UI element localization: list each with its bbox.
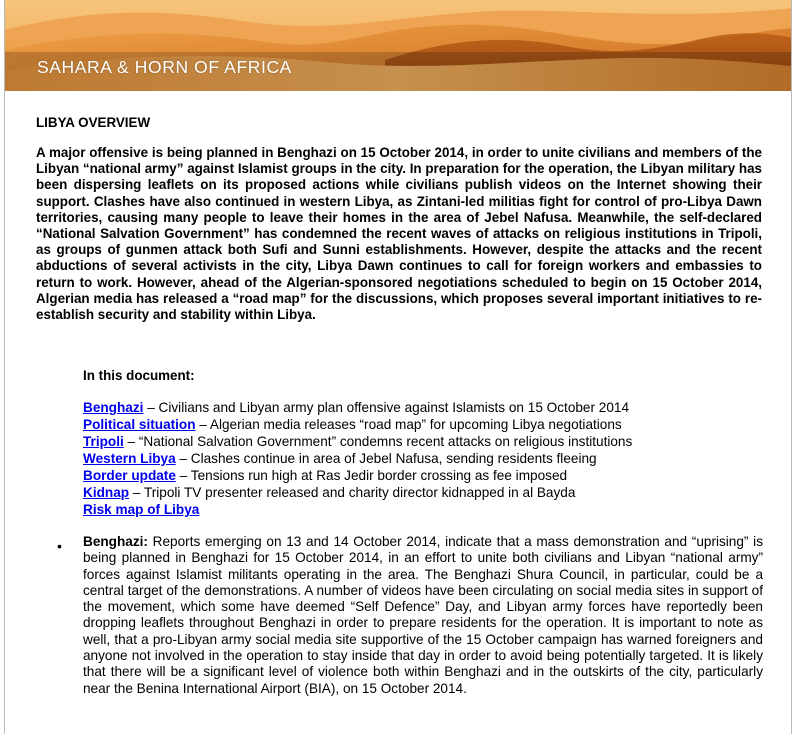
toc-link-kidnap[interactable]: Kidnap (83, 485, 130, 500)
toc-item (83, 484, 763, 501)
toc-description: – Tripoli TV presenter released and charity director kidnapped in al Bayda (129, 485, 576, 500)
summary-paragraph: A major offensive is being planned in Benghazi on 15 October 2014, in order to unite civilians and members of the Libyan “national army” against Islamist groups in the city. In preparation for the operation, the Libyan military has been dispersing leaflets on its proposed actions while civilians publish videos on the Internet showing their support. Clashes have also continued in western Libya, as Zintani-led militias fight for control of pro-Libya Dawn territories, causing many people to leave their homes in the area of Jebel Nafusa. Meanwhile, the self-declared “National Salvation Government” has condemned the recent waves of attacks on religious institutions in Tripoli, as groups of gunmen attack both Sufi and Sunni establishments. However, despite the attacks and the recent abductions of several activists in the city, Libya Dawn continues to call for foreign workers and embassies to return to work. However, ahead of the Algerian-sponsored negotiations scheduled to begin on 15 October 2014, Algerian media has released a “road map” for the discussions, which proposes several important initiatives to re-establish security and stability within Libya. (36, 145, 762, 323)
toc-link-western-libya[interactable]: Western Libya (83, 451, 176, 466)
toc-item (83, 501, 763, 518)
toc-heading: In this document: (83, 368, 195, 383)
toc-link-tripoli[interactable]: Tripoli (83, 434, 124, 449)
toc-item (83, 433, 763, 450)
benghazi-section-paragraph (83, 534, 763, 697)
banner-title: SAHARA & HORN OF AFRICA (37, 57, 292, 77)
toc-item (83, 399, 763, 416)
page-title: LIBYA OVERVIEW (36, 115, 151, 130)
section-body: Reports emerging on 13 and 14 October 2014, indicate that a mass demonstration and “uprising” is being planned in Benghazi for 15 October 2014, in an effort to unite both civilians and Libyan “national army” forces against Islamist militants operating in the area. The Benghazi Shura Council, in particular, could be a central target of the demonstrations. A number of videos have been circulating on social media sites in support of the movement, which some have deemed “Self Defence” Day, and Libyan army forces have reportedly been dropping leaflets throughout Benghazi in order to prepare residents for the operation. It is important to note as well, that a pro-Libyan army social media site supportive of the 15 October campaign has warned foreigners and anyone not involved in the operation to stay inside that day in order to avoid being potentially targeted. It is likely that there will be a significant level of violence both within Benghazi and in the outskirts of the city, particularly near the Benina International Airport (BIA), on 15 October 2014. (83, 534, 763, 696)
toc-description: – “National Salvation Government” condemns recent attacks on religious institutions (123, 434, 633, 449)
table-of-contents (83, 399, 763, 518)
toc-link-border-update[interactable]: Border update (83, 468, 176, 483)
toc-description: – Clashes continue in area of Jebel Nafusa, sending residents fleeing (175, 451, 597, 466)
toc-link-risk-map[interactable]: Risk map of Libya (83, 502, 200, 517)
toc-description: – Tensions run high at Ras Jedir border crossing as fee imposed (175, 468, 568, 483)
toc-link-political-situation[interactable]: Political situation (83, 417, 196, 432)
document-page (4, 0, 792, 734)
bullet-point: • (57, 538, 62, 554)
toc-description: – Civilians and Libyan army plan offensive against Islamists on 15 October 2014 (143, 400, 630, 415)
toc-item (83, 467, 763, 484)
toc-item (83, 450, 763, 467)
section-label: Benghazi: (83, 534, 148, 549)
toc-item (83, 416, 763, 433)
header-banner (5, 0, 791, 91)
toc-description: – Algerian media releases “road map” for upcoming Libya negotiations (195, 417, 622, 432)
toc-link-benghazi[interactable]: Benghazi (83, 400, 144, 415)
